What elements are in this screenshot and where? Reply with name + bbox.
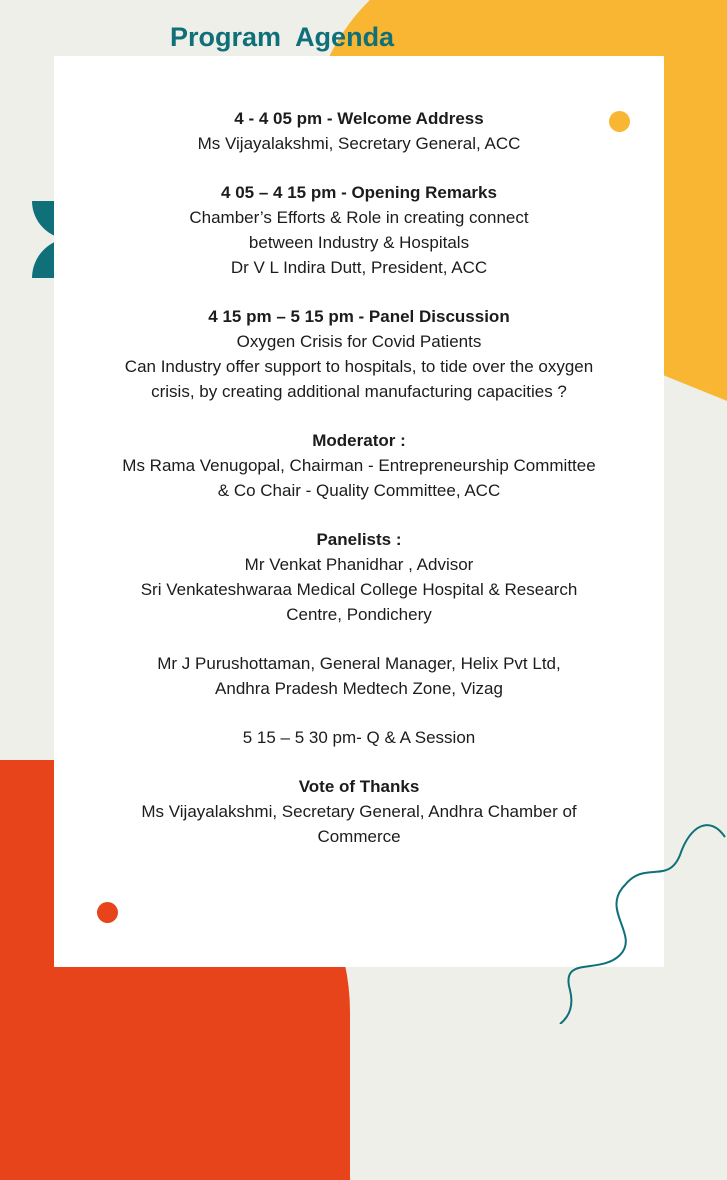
panelist-2-line-2: Andhra Pradesh Medtech Zone, Vizag	[215, 679, 503, 698]
page-title	[170, 22, 394, 53]
panel-line-1: Oxygen Crisis for Covid Patients	[236, 332, 482, 351]
agenda-content	[54, 106, 664, 849]
moderator-line-1: Ms Rama Venugopal, Chairman - Entrepreneurship Committee	[122, 456, 596, 475]
qa-session: 5 15 – 5 30 pm- Q & A Session	[242, 728, 476, 747]
welcome-speaker: Ms Vijayalakshmi, Secretary General, ACC	[197, 134, 521, 153]
panel-line-2: Can Industry offer support to hospitals, to tide over the oxygen	[124, 357, 594, 376]
opening-line-2: between Industry & Hospitals	[248, 233, 470, 252]
opening-heading: 4 05 – 4 15 pm - Opening Remarks	[221, 183, 497, 202]
opening-line-3: Dr V L Indira Dutt, President, ACC	[230, 258, 488, 277]
panelist-1-line-1: Mr Venkat Phanidhar , Advisor	[244, 555, 474, 574]
title-agenda: Agenda	[295, 22, 395, 52]
thanks-line-2: Commerce	[317, 827, 401, 846]
thanks-heading: Vote of Thanks	[298, 777, 420, 796]
panelist-1-line-2: Sri Venkateshwaraa Medical College Hospital & Research	[140, 580, 578, 599]
orange-dot	[97, 902, 118, 923]
panel-heading: 4 15 pm – 5 15 pm - Panel Discussion	[208, 307, 510, 326]
opening-line-1: Chamber’s Efforts & Role in creating connect	[189, 208, 529, 227]
panelist-2-line-1: Mr J Purushottaman, General Manager, Helix Pvt Ltd,	[157, 654, 561, 673]
title-program: Program	[170, 22, 282, 52]
moderator-line-2: & Co Chair - Quality Committee, ACC	[217, 481, 501, 500]
thanks-line-1: Ms Vijayalakshmi, Secretary General, Andhra Chamber of	[141, 802, 577, 821]
panel-line-3: crisis, by creating additional manufacturing capacities ?	[151, 382, 567, 401]
panelist-1-line-3: Centre, Pondichery	[286, 605, 432, 624]
moderator-heading: Moderator :	[312, 431, 406, 450]
panelists-heading: Panelists :	[316, 530, 402, 549]
welcome-heading: 4 - 4 05 pm - Welcome Address	[234, 109, 484, 128]
